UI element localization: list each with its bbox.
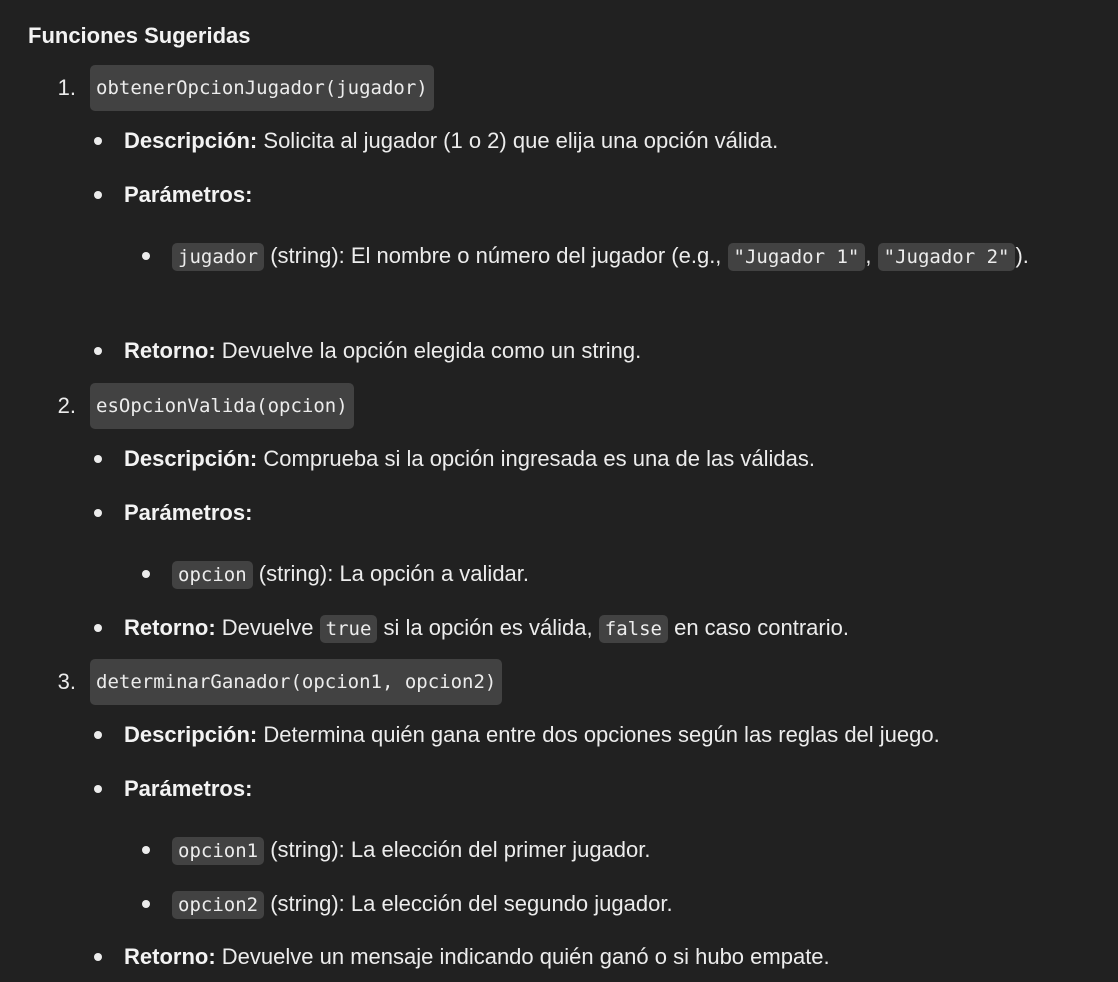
description-label: Descripción:: [124, 446, 258, 471]
return-text: si la opción es válida,: [383, 615, 593, 640]
list-number: 3.: [57, 669, 76, 694]
bullet-dot-icon: [142, 570, 150, 578]
return-label: Retorno:: [124, 615, 216, 640]
return-code-false: false: [599, 615, 668, 643]
description-text: Solicita al jugador (1 o 2) que elija una opción válida.: [263, 128, 779, 153]
return-text: Devuelve: [221, 615, 314, 640]
param-text-end: ).: [1015, 243, 1029, 268]
bullet-dot-icon: [94, 509, 102, 517]
description-bullet: [124, 121, 778, 161]
bullet-dot-icon: [94, 455, 102, 463]
function-item-3: [28, 662, 502, 702]
return-code-true: true: [320, 615, 378, 643]
param-item: [172, 236, 1072, 277]
return-bullet: [124, 331, 641, 371]
bullet-dot-icon: [94, 953, 102, 961]
bullet-dot-icon: [94, 731, 102, 739]
param-name: opcion2: [172, 891, 264, 919]
params-bullet: [124, 769, 252, 809]
param-text: (string): La elección del primer jugador.: [270, 837, 651, 862]
return-text: Devuelve la opción elegida como un string.: [221, 338, 642, 363]
function-signature: determinarGanador(opcion1, opcion2): [90, 659, 502, 705]
return-label: Retorno:: [124, 338, 216, 363]
param-item: [172, 884, 1072, 925]
return-text: Devuelve un mensaje indicando quién ganó o si hubo empate.: [221, 944, 830, 969]
param-text: (string): La elección del segundo jugador.: [270, 891, 673, 916]
description-bullet: [124, 715, 940, 755]
bullet-dot-icon: [94, 785, 102, 793]
bullet-dot-icon: [94, 191, 102, 199]
description-text: Comprueba si la opción ingresada es una de las válidas.: [263, 446, 815, 471]
bullet-dot-icon: [142, 252, 150, 260]
param-item: [172, 554, 1072, 595]
return-bullet: [124, 937, 830, 977]
params-label: Parámetros:: [124, 182, 253, 207]
bullet-dot-icon: [142, 900, 150, 908]
param-example: "Jugador 2": [878, 243, 1016, 271]
function-signature: obtenerOpcionJugador(jugador): [90, 65, 434, 111]
param-example: "Jugador 1": [728, 243, 866, 271]
return-text: en caso contrario.: [674, 615, 849, 640]
param-item: [172, 830, 1072, 871]
params-label: Parámetros:: [124, 776, 253, 801]
bullet-dot-icon: [94, 624, 102, 632]
description-label: Descripción:: [124, 128, 258, 153]
list-number: 2.: [57, 393, 76, 418]
description-label: Descripción:: [124, 722, 258, 747]
param-name: opcion: [172, 561, 253, 589]
params-label: Parámetros:: [124, 500, 253, 525]
param-name: jugador: [172, 243, 264, 271]
description-bullet: [124, 439, 815, 479]
description-text: Determina quién gana entre dos opciones según las reglas del juego.: [263, 722, 940, 747]
section-heading: Funciones Sugeridas: [28, 23, 251, 48]
function-item-2: [28, 386, 354, 426]
bullet-dot-icon: [94, 137, 102, 145]
param-text: (string): El nombre o número del jugador (e.g.,: [270, 243, 722, 268]
param-text: (string): La opción a validar.: [258, 561, 530, 586]
list-number: 1.: [57, 75, 76, 100]
return-bullet: [124, 608, 849, 649]
function-item-1: [28, 68, 434, 108]
params-bullet: [124, 175, 252, 215]
params-bullet: [124, 493, 252, 533]
param-separator: ,: [865, 243, 872, 268]
bullet-dot-icon: [142, 846, 150, 854]
param-name: opcion1: [172, 837, 264, 865]
bullet-dot-icon: [94, 347, 102, 355]
return-label: Retorno:: [124, 944, 216, 969]
function-signature: esOpcionValida(opcion): [90, 383, 354, 429]
